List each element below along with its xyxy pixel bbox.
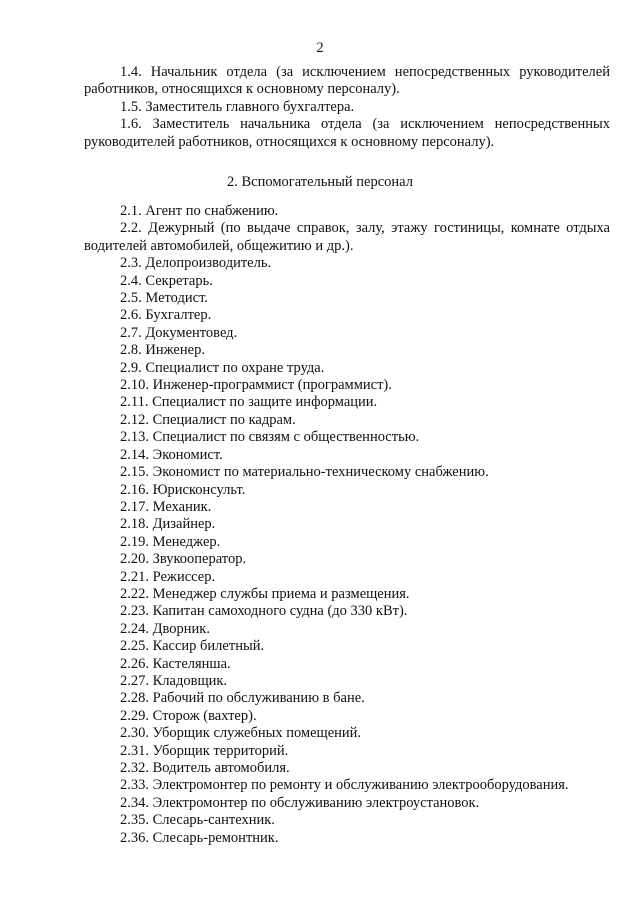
list-item: 2.14. Экономист. bbox=[120, 446, 223, 463]
list-item: 2.23. Капитан самоходного судна (до 330 кВт). bbox=[120, 603, 408, 620]
list-item: 2.35. Слесарь-сантехник. bbox=[120, 812, 275, 829]
list-item: 2.13. Специалист по связям с общественностью. bbox=[120, 429, 420, 446]
list-item: 2.15. Экономист по материально-техническому снабжению. bbox=[120, 464, 489, 481]
page-number: 2 bbox=[316, 40, 324, 56]
list-item: 2.20. Звукооператор. bbox=[120, 551, 247, 568]
list-item: 2.8. Инженер. bbox=[120, 342, 205, 359]
list-item: 2.11. Специалист по защите информации. bbox=[120, 394, 378, 411]
list-item: 2.1. Агент по снабжению. bbox=[120, 203, 279, 219]
list-item: 2.16. Юрисконсульт. bbox=[120, 481, 246, 498]
list-item: 2.18. Дизайнер. bbox=[120, 516, 216, 533]
intro-items bbox=[84, 64, 610, 151]
list-item: 2.21. Режиссер. bbox=[120, 568, 216, 585]
list-item: 2.25. Кассир билетный. bbox=[120, 638, 265, 655]
list-item: 2.34. Электромонтер по обслуживанию электроустановок. bbox=[120, 794, 480, 811]
list-item: 2.30. Уборщик служебных помещений. bbox=[120, 725, 362, 742]
list-item: 2.33. Электромонтер по ремонту и обслуживанию электрооборудования. bbox=[120, 777, 569, 794]
list-item: 2.24. Дворник. bbox=[120, 620, 210, 637]
list-item: 2.7. Документовед. bbox=[120, 324, 238, 341]
list-item: 1.6. Заместитель начальника отдела (за исключением непосредственных руководителей работников, относящихся к основному персоналу). bbox=[84, 116, 610, 150]
list-item: 1.4. Начальник отдела (за исключением непосредственных руководителей работников, относящихся к основному персоналу). bbox=[84, 64, 610, 98]
list-item: 2.29. Сторож (вахтер). bbox=[120, 707, 257, 724]
list-item: 1.5. Заместитель главного бухгалтера. bbox=[120, 98, 355, 115]
list-item: 2.26. Кастелянша. bbox=[120, 655, 231, 672]
list-item: 2.17. Механик. bbox=[120, 498, 212, 515]
list-item: 2.9. Специалист по охране труда. bbox=[120, 359, 325, 376]
list-item: 2.22. Менеджер службы приема и размещения. bbox=[120, 585, 410, 602]
list-item: 2.19. Менеджер. bbox=[120, 533, 221, 550]
section-heading: 2. Вспомогательный персонал bbox=[227, 174, 413, 190]
list-item: 2.10. Инженер-программист (программист). bbox=[120, 377, 392, 394]
list-item: 2.36. Слесарь-ремонтник. bbox=[120, 829, 279, 846]
staff-list bbox=[84, 203, 610, 847]
list-item: 2.3. Делопроизводитель. bbox=[120, 255, 272, 272]
list-item: 2.2. Дежурный (по выдаче справок, залу, этажу гостиницы, комнате отдыха водителей автомобилей, общежитию и др.). bbox=[84, 220, 610, 254]
list-item: 2.31. Уборщик территорий. bbox=[120, 742, 289, 759]
list-item: 2.4. Секретарь. bbox=[120, 272, 213, 289]
list-item: 2.12. Специалист по кадрам. bbox=[120, 411, 296, 428]
list-item: 2.6. Бухгалтер. bbox=[120, 307, 212, 324]
list-item: 2.28. Рабочий по обслуживанию в бане. bbox=[120, 690, 365, 707]
list-item: 2.32. Водитель автомобиля. bbox=[120, 760, 290, 776]
list-item: 2.5. Методист. bbox=[120, 290, 208, 307]
list-item: 2.27. Кладовщик. bbox=[120, 672, 228, 689]
